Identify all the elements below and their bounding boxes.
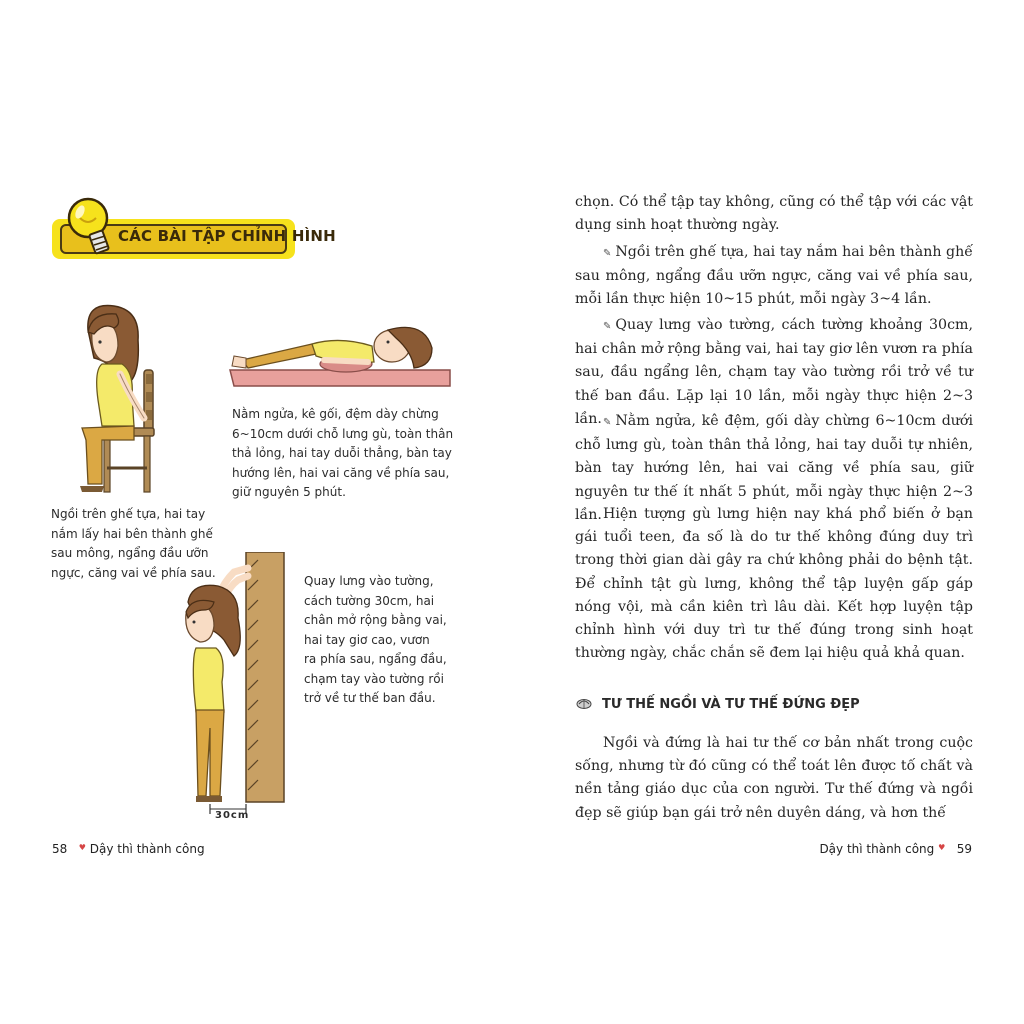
sitting-girl-illustration bbox=[74, 300, 166, 496]
paragraph-text: Ngồi trên ghế tựa, hai tay nắm hai bên thành ghế sau mông, ngẩng đầu ưỡn ngực, căng vai về phía sau, mỗi lần thực hiện 10~15 phút, mỗi ngày 3~4 lần. bbox=[575, 244, 973, 308]
footer-book-title: Dậy thì thành công bbox=[89, 842, 205, 856]
shell-icon bbox=[576, 697, 592, 709]
page-number: 59 bbox=[956, 842, 972, 856]
caption-line: ra phía sau, ngẩng đầu, bbox=[304, 652, 447, 666]
caption-line: chân mở rộng bằng vai, bbox=[304, 613, 447, 627]
section-heading bbox=[576, 697, 860, 712]
caption-line: Ngồi trên ghế tựa, hai tay bbox=[51, 507, 206, 521]
caption-line: chạm tay vào tường rồi bbox=[304, 671, 444, 686]
caption-line: Nằm ngửa, kê gối, đệm dày chừng bbox=[232, 407, 439, 421]
caption-line: ngực, căng vai về phía sau. bbox=[51, 565, 216, 580]
paragraph-text: Quay lưng vào tường, cách tường khoảng 30cm, hai chân mở rộng bằng vai, hai tay giơ lên vươn ra phía sau, đầu ngẩng lên, chạm tay vào tường rồi trở về tư thế ban đầu. Lặp lại 10 lần, mỗi ngày thực hiện 2~3 lần. bbox=[575, 317, 973, 427]
right-footer bbox=[819, 842, 972, 856]
lying-girl-illustration bbox=[228, 316, 452, 388]
caption-line: hướng lên, hai vai căng về phía sau, bbox=[232, 465, 450, 480]
section-heading-text: TƯ THẾ NGỒI VÀ TƯ THẾ ĐỨNG ĐẸP bbox=[602, 697, 860, 712]
caption-line: hai tay giơ cao, vươn bbox=[304, 632, 430, 647]
heart-icon: ♥ bbox=[938, 843, 946, 852]
banner-title: CÁC BÀI TẬP CHỈNH HÌNH bbox=[118, 227, 336, 245]
caption-lying bbox=[232, 405, 453, 503]
pencil-bullet-icon: ✎ bbox=[603, 321, 612, 332]
distance-label: 30cm bbox=[215, 810, 250, 821]
exercise-paragraph bbox=[575, 241, 973, 312]
caption-line: trở về tư thế ban đầu. bbox=[304, 691, 436, 705]
paragraph: chọn. Có thể tập tay không, cũng có thể tập với các vật dụng sinh hoạt thường ngày. bbox=[575, 194, 973, 234]
wall-stretch-illustration bbox=[178, 552, 288, 820]
page-number: 58 bbox=[52, 842, 68, 856]
caption-wall bbox=[304, 572, 447, 709]
left-footer bbox=[52, 842, 205, 856]
pencil-bullet-icon: ✎ bbox=[603, 248, 612, 259]
caption-line: thả lỏng, hai tay duỗi thẳng, bàn tay bbox=[232, 446, 452, 460]
paragraph-text: Nằm ngửa, kê đệm, gối dày chừng 6~10cm dưới chỗ lưng gù, toàn thân thả lỏng, hai tay duỗi tự nhiên, bàn tay hướng lên, hai vai căng về phía sau, giữ nguyên tư thế ít nhất 5 phút, mỗi ngày thực hiện 2~3 lần. bbox=[575, 413, 973, 523]
caption-sitting bbox=[51, 505, 216, 583]
caption-line: nắm lấy hai bên thành ghế bbox=[51, 526, 213, 541]
caption-line: giữ nguyên 5 phút. bbox=[232, 485, 346, 499]
paragraph: Ngồi và đứng là hai tư thế cơ bản nhất trong cuộc sống, nhưng từ đó cũng có thể toát lên được tố chất và nền tảng giáo dục của con người. Tư thế đứng và ngồi đẹp sẽ giúp bạn gái trở nên duyên dáng, và hơn thế bbox=[575, 735, 973, 821]
caption-line: sau mông, ngẩng đầu ưỡn bbox=[51, 546, 209, 560]
heart-icon: ♥ bbox=[78, 843, 86, 852]
caption-line: cách tường 30cm, hai bbox=[304, 593, 435, 608]
caption-line: Quay lưng vào tường, bbox=[304, 574, 434, 588]
paragraph: Hiện tượng gù lưng hiện nay khá phổ biến ở bạn gái tuổi teen, đa số là do tư thế không đúng duy trì trong thời gian dài gây ra chứ không phải do bệnh tật. Để chỉnh tật gù lưng, không thể tập luyện gấp gáp nóng vội, mà cần kiên trì lâu dài. Kết hợp luyện tập chỉnh hình với duy trì tư thế đúng trong sinh hoạt thường ngày, chắc chắn sẽ đem lại hiệu quả khả quan. bbox=[575, 506, 973, 662]
pencil-bullet-icon: ✎ bbox=[603, 417, 612, 428]
caption-line: 6~10cm dưới chỗ lưng gù, toàn thân bbox=[232, 426, 454, 441]
footer-book-title: Dậy thì thành công bbox=[819, 842, 935, 856]
lightbulb-icon bbox=[64, 196, 114, 260]
